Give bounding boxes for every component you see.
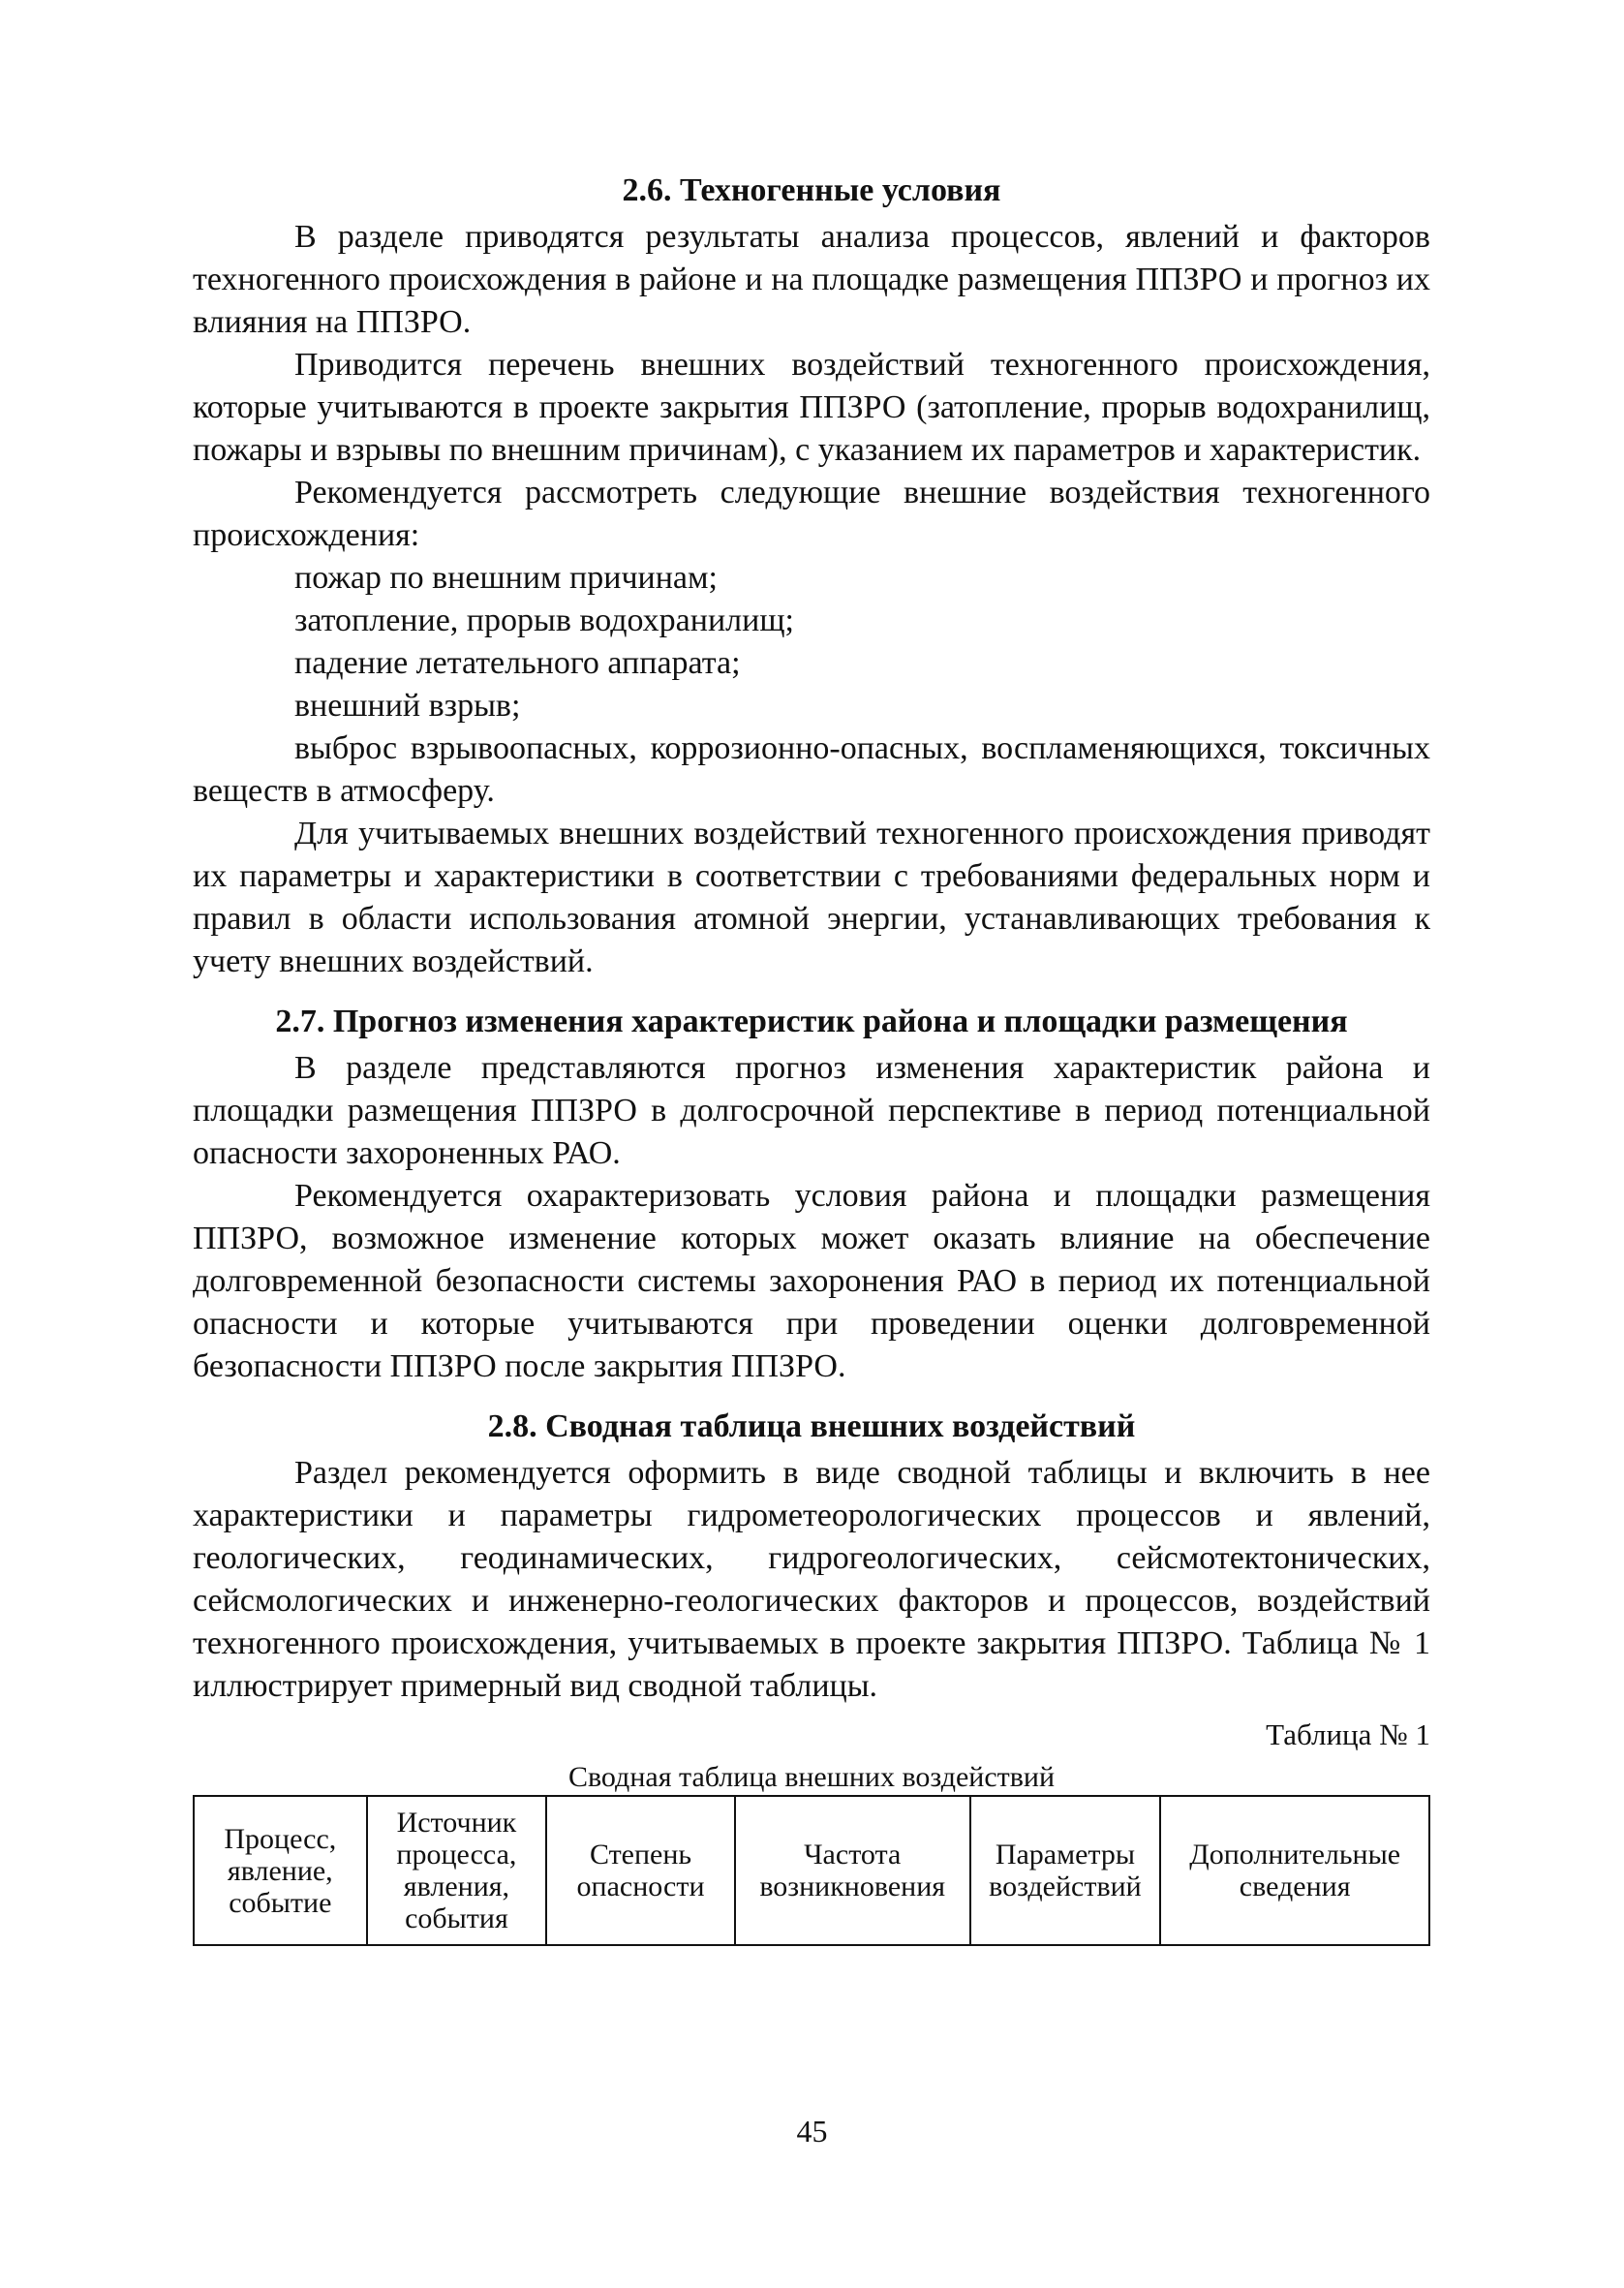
table-header-cell: Частота возникновения	[735, 1796, 970, 1945]
list-item: выброс взрывоопасных, коррозионно-опасных, воспламеняющихся, токсичных веществ в атмосферу.	[193, 730, 1430, 809]
list-item: падение летательного аппарата;	[294, 645, 741, 681]
section-2-7-paragraph-1: В разделе представляются прогноз изменения характеристик района и площадки размещения ППЗРО в долгосрочной перспективе в период потенциальной опасности захороненных РАО.	[193, 1050, 1430, 1171]
document-page	[193, 170, 1430, 1946]
list-item: затопление, прорыв водохранилищ;	[294, 603, 794, 638]
table-header-cell: Параметры воздействий	[970, 1796, 1161, 1945]
section-2-6-paragraph-1: В разделе приводятся результаты анализа процессов, явлений и факторов техногенного происхождения в районе и на площадке размещения ППЗРО и прогноз их влияния на ППЗРО.	[193, 219, 1430, 340]
section-2-7-heading: 2.7. Прогноз изменения характеристик района и площадки размещения	[275, 1004, 1348, 1039]
table-header-cell: Степень опасности	[546, 1796, 735, 1945]
table-header-cell: Источник процесса, явления, события	[367, 1796, 547, 1945]
list-item: внешний взрыв;	[294, 688, 521, 724]
section-2-8-paragraph-1: Раздел рекомендуется оформить в виде сводной таблицы и включить в нее характеристики и параметры гидрометеорологических процессов и явлений, геологических, геодинамических, гидрогеологических, сейсмотектонических, сейсмологических и инженерно-геологических факторов и процессов, воздействий техногенного происхождения, учитываемых в проекте закрытия ППЗРО. Таблица № 1 иллюстрирует примерный вид сводной таблицы.	[193, 1455, 1430, 1704]
summary-table	[193, 1795, 1430, 1946]
section-2-8-heading: 2.8. Сводная таблица внешних воздействий	[487, 1408, 1136, 1444]
page-number: 45	[796, 2114, 828, 2149]
table-header-row	[194, 1796, 1429, 1945]
section-2-6-paragraph-2: Приводится перечень внешних воздействий техногенного происхождения, которые учитываются в проекте закрытия ППЗРО (затопление, прорыв водохранилищ, пожары и взрывы по внешним причинам), с указанием их параметров и характеристик.	[193, 347, 1430, 468]
spacer	[193, 1388, 1430, 1406]
spacer	[193, 983, 1430, 1001]
list-item: пожар по внешним причинам;	[294, 560, 718, 596]
table-header-cell: Процесс, явление, событие	[194, 1796, 367, 1945]
table-label: Таблица № 1	[1266, 1717, 1430, 1751]
section-2-7-paragraph-2: Рекомендуется охарактеризовать условия района и площадки размещения ППЗРО, возможное изменение которых может оказать влияние на обеспечение долговременной безопасности системы захоронения РАО в период их потенциальной опасности и которые учитываются при проведении оценки долговременной безопасности ППЗРО после закрытия ППЗРО.	[193, 1178, 1430, 1384]
section-2-6-heading: 2.6. Техногенные условия	[622, 172, 1001, 208]
section-2-6-paragraph-3: Рекомендуется рассмотреть следующие внешние воздействия техногенного происхождения:	[193, 475, 1430, 553]
table-header-cell: Дополнительные сведения	[1160, 1796, 1429, 1945]
section-2-6-closing-paragraph: Для учитываемых внешних воздействий техногенного происхождения приводят их параметры и характеристики в соответствии с требованиями федеральных норм и правил в области использования атомной энергии, устанавливающих требования к учету внешних воздействий.	[193, 816, 1430, 979]
table-caption: Сводная таблица внешних воздействий	[567, 1761, 1056, 1793]
